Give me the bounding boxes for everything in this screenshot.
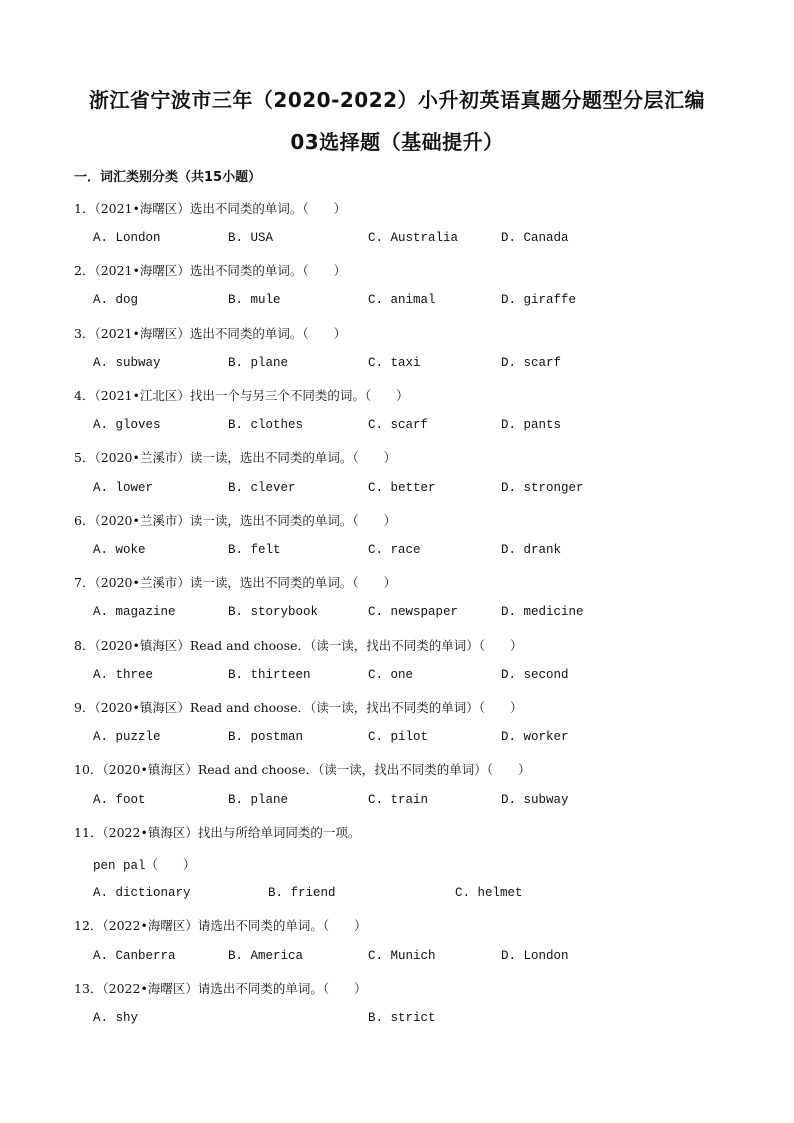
question-5-option-b: B. clever	[228, 481, 296, 495]
question-10-option-d: D. subway	[501, 793, 569, 807]
question-8-option-c: C. one	[368, 668, 414, 682]
question-9-stem: 9．（2020•镇海区）Read and choose．（读一读，找出不同类的单词）（ ）	[74, 700, 523, 715]
question-8-option-a: A. three	[93, 668, 154, 682]
question-8-stem: 8．（2020•镇海区）Read and choose．（读一读，找出不同类的单词）（ ）	[74, 638, 523, 653]
question-10-option-c: C. train	[368, 793, 429, 807]
question-2-option-d: D. giraffe	[501, 293, 577, 307]
question-4-option-b: B. clothes	[228, 418, 304, 432]
question-8-option-d: D. second	[501, 668, 569, 682]
question-5-option-d: D. stronger	[501, 481, 584, 495]
document-title-line-2: 03选择题（基础提升）	[290, 130, 504, 154]
question-2-option-c: C. animal	[368, 293, 436, 307]
question-11-option-c: C. helmet	[455, 886, 523, 900]
question-11-option-b: B. friend	[268, 886, 336, 900]
question-8-option-b: B. thirteen	[228, 668, 311, 682]
question-1-option-a: A. London	[93, 231, 161, 245]
question-13-option-b: B. strict	[368, 1011, 436, 1025]
question-5-stem: 5．（2020•兰溪市）读一读，选出不同类的单词。（ ）	[74, 450, 397, 465]
question-6-option-a: A. woke	[93, 543, 146, 557]
question-9-option-a: A. puzzle	[93, 730, 161, 744]
question-12-option-c: C. Munich	[368, 949, 436, 963]
question-6-option-d: D. drank	[501, 543, 562, 557]
question-10-option-b: B. plane	[228, 793, 289, 807]
question-13-option-a: A. shy	[93, 1011, 139, 1025]
question-7-stem: 7．（2020•兰溪市）读一读，选出不同类的单词。（ ）	[74, 575, 397, 590]
question-3-option-b: B. plane	[228, 356, 289, 370]
question-4-option-d: D. pants	[501, 418, 562, 432]
question-7-option-c: C. newspaper	[368, 605, 459, 619]
section-heading: 一．词汇类别分类（共15小题）	[74, 170, 262, 185]
question-2-stem: 2．（2021•海曙区）选出不同类的单词。（ ）	[74, 263, 347, 278]
question-11-option-a: A. dictionary	[93, 886, 191, 900]
question-11-given-word: pen pal（ ）	[93, 859, 196, 873]
question-6-option-b: B. felt	[228, 543, 281, 557]
question-12-option-a: A. Canberra	[93, 949, 176, 963]
question-3-stem: 3．（2021•海曙区）选出不同类的单词。（ ）	[74, 326, 347, 341]
question-7-option-d: D. medicine	[501, 605, 584, 619]
question-12-option-b: B. America	[228, 949, 304, 963]
question-3-option-d: D. scarf	[501, 356, 562, 370]
question-7-option-b: B. storybook	[228, 605, 319, 619]
question-3-option-a: A. subway	[93, 356, 161, 370]
question-4-option-a: A. gloves	[93, 418, 161, 432]
question-6-option-c: C. race	[368, 543, 421, 557]
question-2-option-b: B. mule	[228, 293, 281, 307]
question-5-option-c: C. better	[368, 481, 436, 495]
question-9-option-b: B. postman	[228, 730, 304, 744]
question-12-option-d: D. London	[501, 949, 569, 963]
question-9-option-d: D. worker	[501, 730, 569, 744]
question-1-option-b: B. USA	[228, 231, 274, 245]
question-7-option-a: A. magazine	[93, 605, 176, 619]
question-10-stem: 10．（2020•镇海区）Read and choose．（读一读，找出不同类的单词）（ ）	[74, 762, 531, 777]
question-6-stem: 6．（2020•兰溪市）读一读，选出不同类的单词。（ ）	[74, 513, 397, 528]
question-1-option-c: C. Australia	[368, 231, 459, 245]
question-4-option-c: C. scarf	[368, 418, 429, 432]
question-1-option-d: D. Canada	[501, 231, 569, 245]
question-12-stem: 12．（2022•海曙区）请选出不同类的单词。（ ）	[74, 918, 367, 933]
question-5-option-a: A. lower	[93, 481, 154, 495]
question-9-option-c: C. pilot	[368, 730, 429, 744]
question-11-stem: 11．（2022•镇海区）找出与所给单词同类的一项。	[74, 825, 361, 840]
document-title-line-1: 浙江省宁波市三年（2020-2022）小升初英语真题分题型分层汇编	[88, 88, 706, 112]
question-4-stem: 4．（2021•江北区）找出一个与另三个不同类的词。（ ）	[74, 388, 409, 403]
question-1-stem: 1．（2021•海曙区）选出不同类的单词。（ ）	[74, 201, 347, 216]
question-10-option-a: A. foot	[93, 793, 146, 807]
question-2-option-a: A. dog	[93, 293, 139, 307]
question-13-stem: 13．（2022•海曙区）请选出不同类的单词。（ ）	[74, 981, 367, 996]
question-3-option-c: C. taxi	[368, 356, 421, 370]
